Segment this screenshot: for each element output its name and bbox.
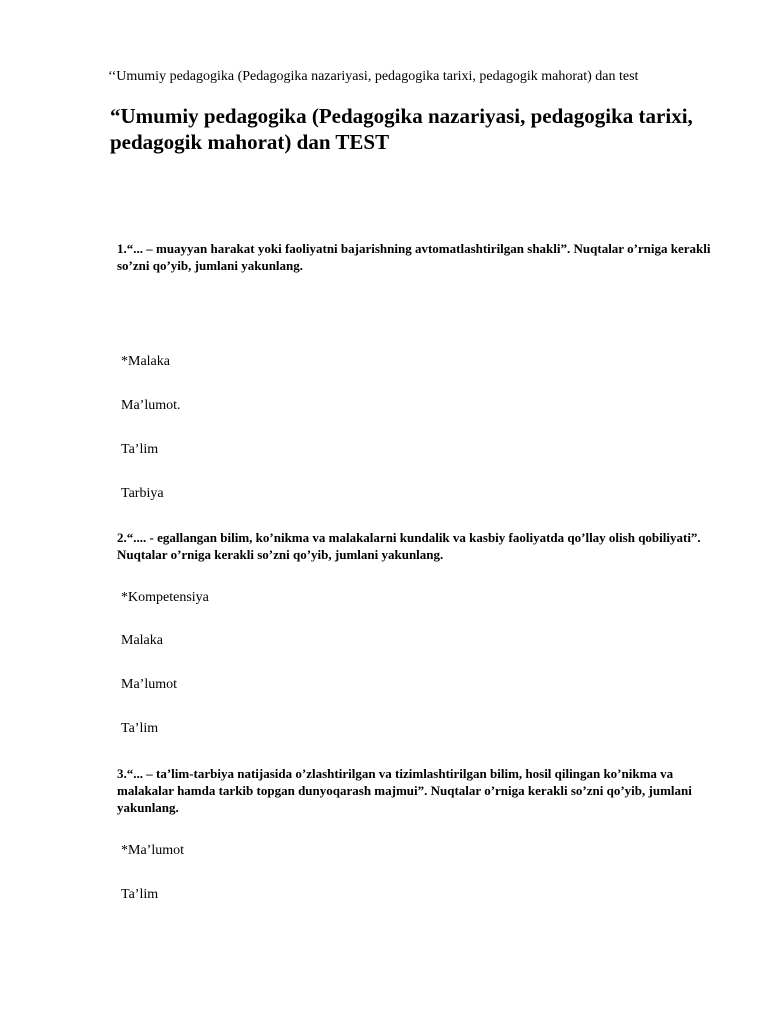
- question-1-option-1: *Malaka: [121, 354, 170, 369]
- question-1-option-3: Ta’lim: [121, 442, 159, 457]
- question-3-option-1: *Ma’lumot: [121, 843, 184, 858]
- question-2-option-3: Ma’lumot: [121, 677, 177, 692]
- question-3-text: 3.“... – ta’lim-tarbiya natijasida o’zlashtirilgan va tizimlashtirilgan bilim, hosil qilingan ko’nikma va malakalar hamda tarkib topgan dunyoqarash majmui”. Nuqtalar o’rniga kerakli so’zni qo’yib, jumlani yakunlang.: [117, 766, 692, 815]
- running-header: ‘‘Umumiy pedagogika (Pedagogika nazariyasi, pedagogika tarixi, pedagogik mahorat) dan test: [108, 69, 639, 84]
- question-1-option-2: Ma’lumot.: [121, 398, 181, 413]
- question-2-text: 2.“.... - egallangan bilim, ko’nikma va malakalarni kundalik va kasbiy faoliyatda qo’llay olish qobiliyati”. Nuqtalar o’rniga kerakli so’zni qo’yib, jumlani yakunlang.: [117, 530, 701, 562]
- question-2-option-2: Malaka: [121, 633, 163, 648]
- question-3-option-2: Ta’lim: [121, 887, 159, 902]
- question-2-option-1: *Kompetensiya: [121, 590, 209, 605]
- document-title: “Umumiy pedagogika (Pedagogika nazariyasi, pedagogika tarixi, pedagogik mahorat) dan TEST: [110, 104, 693, 154]
- question-2-option-4: Ta’lim: [121, 721, 159, 736]
- question-1-text: 1.“... – muayyan harakat yoki faoliyatni bajarishning avtomatlashtirilgan shakli”. Nuqtalar o’rniga kerakli so’zni qo’yib, jumlani yakunlang.: [117, 241, 711, 273]
- question-1-option-4: Tarbiya: [121, 486, 164, 501]
